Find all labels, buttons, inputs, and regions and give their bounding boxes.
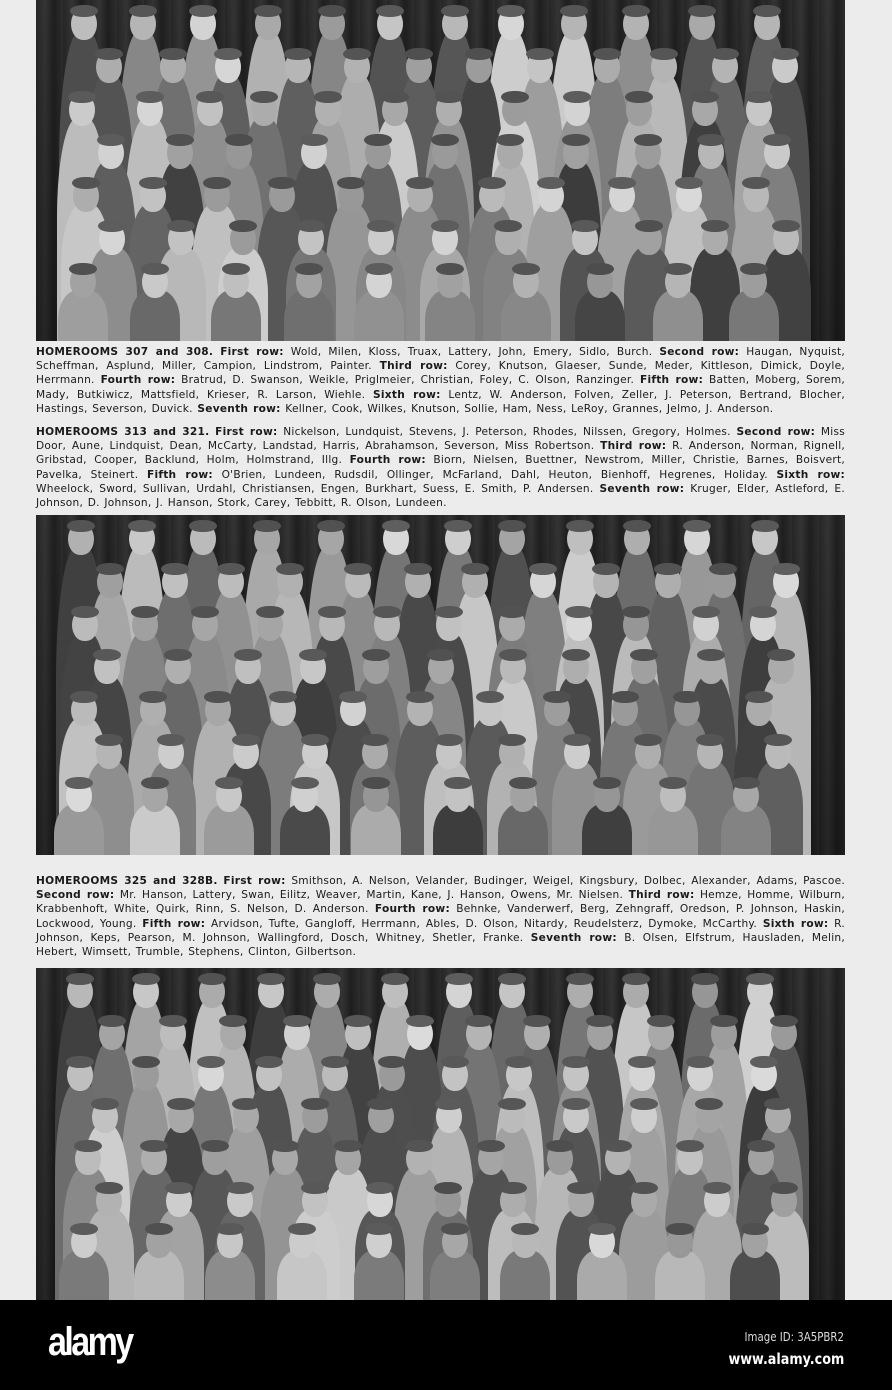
caption-homerooms-313-321	[36, 425, 845, 510]
row-names: Wold, Milen, Kloss, Truax, Lattery, John, Emery, Sidlo, Burch.	[290, 346, 653, 358]
row-label: Fifth row:	[147, 468, 213, 481]
row-names: Corey, Knutson, Glaeser, Sunde, Meder, Kittleson, Dimick, Doyle, Herrmann.	[36, 360, 845, 387]
row-label: Sixth row:	[776, 468, 846, 481]
site-url: www.alamy.com	[728, 1350, 844, 1368]
row-label: Third row:	[600, 440, 667, 453]
row-names: Arvidson, Tufte, Gangloff, Herrmann, Ables, D. Olson, Nitardy, Reudelsterz, Dymoke, McCarthy.	[210, 917, 758, 930]
row-names: Lentz, W. Anderson, Folven, Zeller, J. Peterson, Bertrand, Blocher, Hastings, Severson, Duvick.	[36, 388, 845, 415]
row-names: Kruger, Elder, Astleford, E. Johnson, D. Johnson, J. Hanson, Stork, Carey, Tebbitt, R. Olson, Lundeen.	[36, 482, 845, 510]
row-label: Sixth row:	[373, 388, 441, 401]
row-label: Second row:	[36, 889, 115, 902]
row-names: Nickelson, Lundquist, Stevens, J. Peterson, Rhodes, Nilssen, Gregory, Holmes.	[283, 426, 731, 438]
row-label: Seventh row:	[197, 402, 281, 415]
row-label: Fourth row:	[349, 454, 426, 467]
row-names: B. Olsen, Elfstrum, Hausladen, Melin, Hebert, Wimsett, Trumble, Stephens, Clinton, Gilbertson.	[36, 931, 845, 959]
image-id-label: Image ID: 3A5PBR2	[744, 1330, 844, 1344]
row-label: Third row:	[379, 360, 448, 373]
caption-title: HOMEROOMS 307 and 308.	[36, 346, 214, 358]
row-names: O'Brien, Lundeen, Rudsdil, Ollinger, McFarland, Dahl, Heuton, Bienhoff, Hegrenes, Holiday.	[221, 468, 768, 481]
row-names: Biorn, Nielsen, Buettner, Newstrom, Miller, Christie, Barnes, Boisvert, Pavelka, Steinert.	[36, 454, 845, 481]
row-names: R. Anderson, Norman, Rignell, Gribstad, Cooper, Backlund, Holm, Holmstrand, Illg.	[36, 440, 846, 467]
row-names: Wheelock, Sword, Sullivan, Urdahl, Christiansen, Engen, Burkhart, Suess, E. Smith, P. Andersen.	[36, 482, 594, 495]
row-label: Seventh row:	[530, 931, 617, 944]
row-label: Fifth row:	[142, 917, 206, 930]
row-label: First row:	[215, 426, 278, 438]
row-label: First row:	[220, 346, 284, 358]
row-label: Second row:	[659, 346, 740, 358]
caption-homerooms-307-308	[36, 345, 845, 416]
row-names: R. Johnson, Keps, Pearson, M. Johnson, Wallingford, Dosch, Whitney, Shetler, Franke.	[36, 917, 845, 944]
row-names: Smithson, A. Nelson, Velander, Budinger, Weigel, Kingsbury, Dolbec, Alexander, Adams, Pascoe.	[291, 875, 845, 887]
row-label: Fifth row:	[640, 374, 704, 387]
alamy-logo: alamy	[48, 1320, 132, 1364]
caption-title: HOMEROOMS 325 and 328B.	[36, 875, 218, 887]
row-names: Haugan, Nyquist, Scheffman, Asplund, Miller, Campion, Lindstrom, Painter.	[36, 346, 846, 373]
row-label: Fourth row:	[100, 374, 176, 387]
row-label: First row:	[223, 875, 286, 887]
row-names: Mr. Hanson, Lattery, Swan, Eilitz, Weaver, Martin, Kane, J. Hanson, Owens, Mr. Nielsen.	[119, 889, 624, 902]
row-label: Sixth row:	[762, 917, 829, 930]
row-names: Kellner, Cook, Wilkes, Knutson, Sollie, Ham, Ness, LeRoy, Grannes, Jelmo, J. Anderson.	[285, 402, 774, 415]
caption-title: HOMEROOMS 313 and 321.	[36, 426, 210, 438]
class-photo-homerooms-313-321	[36, 515, 845, 855]
row-names: Miss Door, Aune, Lindquist, Dean, McCarty, Landstad, Harris, Abrahamson, Severson, Miss Robertson.	[36, 426, 845, 453]
row-label: Third row:	[628, 889, 695, 902]
row-label: Fourth row:	[374, 903, 450, 916]
row-names: Behnke, Vanderwerf, Berg, Zehngraff, Oredson, P. Johnson, Haskin, Lockwood, Young.	[36, 903, 846, 930]
row-label: Second row:	[736, 426, 816, 438]
row-names: Batten, Moberg, Sorem, Mady, Butkiwicz, Mattsfield, Krieser, R. Larson, Wiehle.	[36, 374, 846, 401]
row-names: Bratrud, D. Swanson, Weikle, Priglmeier, Christian, Foley, C. Olson, Ranzinger.	[181, 374, 635, 387]
caption-homerooms-325-328b	[36, 874, 845, 959]
row-names: Hemze, Homme, Wilburn, Krabbenhoft, White, Quirk, Rinn, S. Nelson, D. Anderson.	[36, 889, 845, 916]
watermark-footer	[0, 1300, 892, 1390]
row-label: Seventh row:	[599, 482, 685, 495]
class-photo-homerooms-325-328b	[36, 968, 845, 1300]
class-photo-homerooms-307-308	[36, 0, 845, 341]
